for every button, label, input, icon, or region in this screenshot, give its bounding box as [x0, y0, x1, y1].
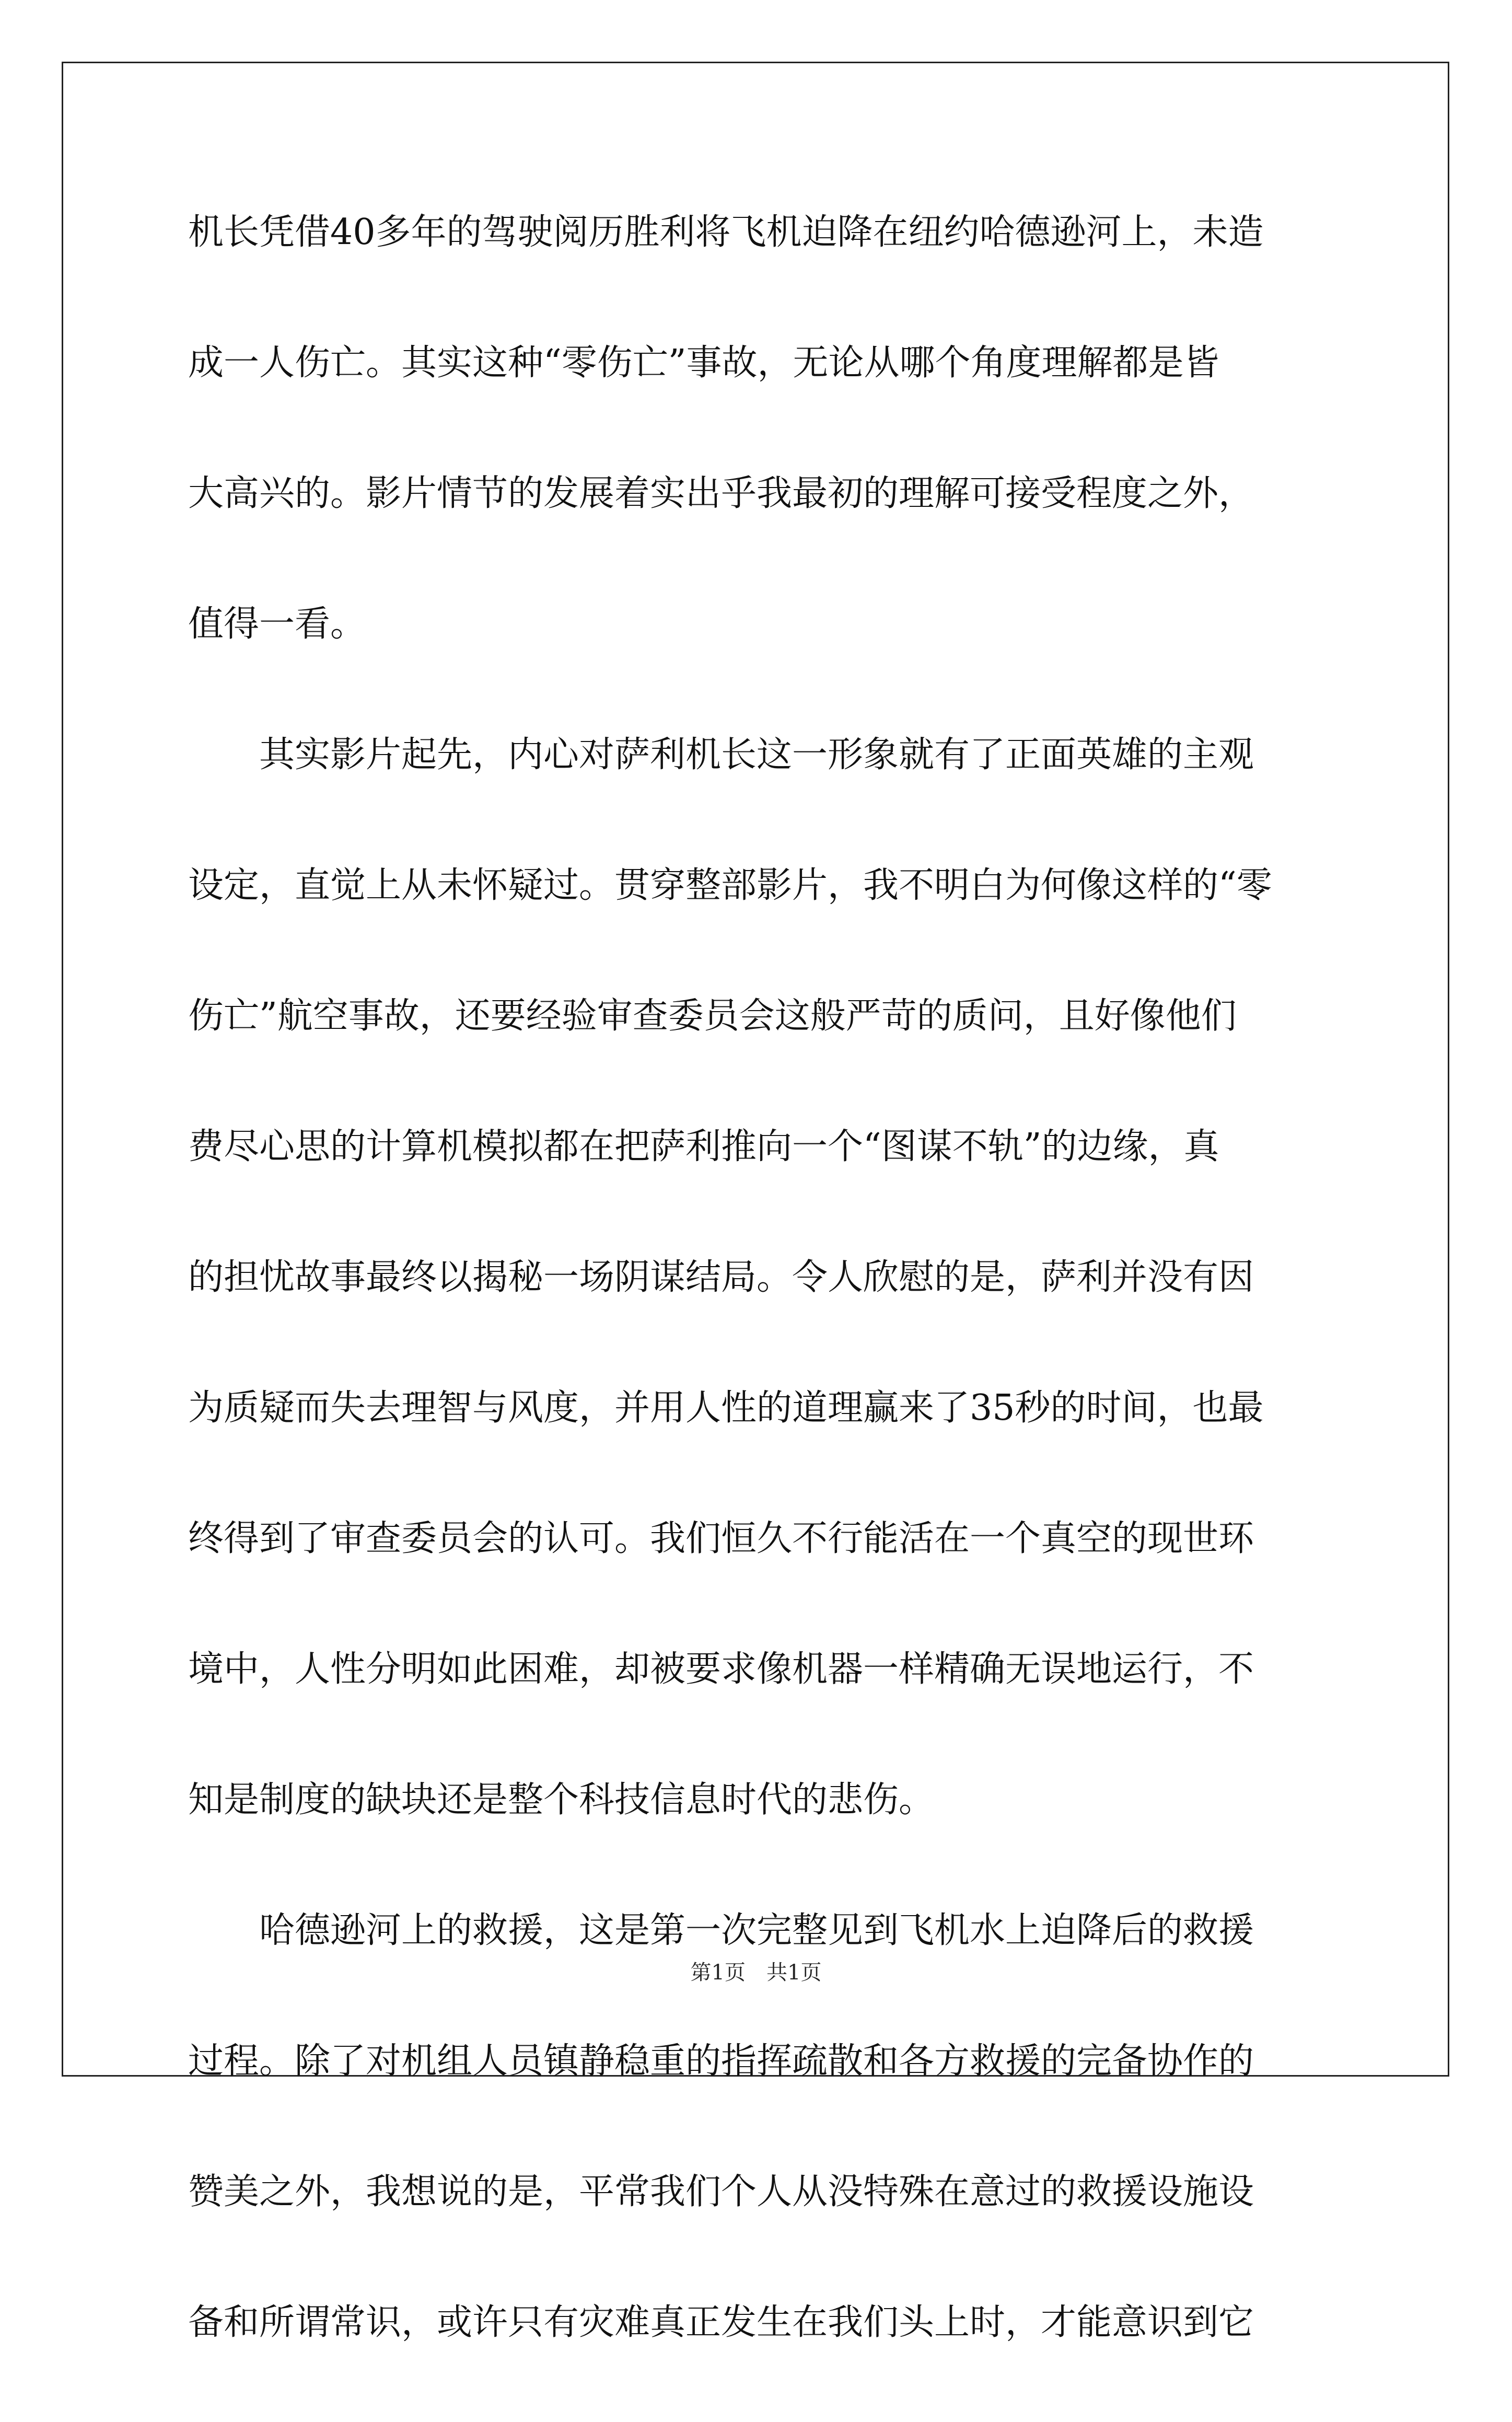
text-line-12: 境中，人性分明如此困难，却被要求像机器一样精确无误地运行，不 [188, 1649, 1254, 1690]
text-line-7: 伤亡”航空事故，还要经验审查委员会这般严苛的质问，且好像他们 [188, 995, 1237, 1037]
text-line-14: 哈德逊河上的救援，这是第一次完整见到飞机水上迫降后的救援 [188, 1910, 1254, 1951]
text-line-6: 设定，直觉上从未怀疑过。贯穿整部影片，我不明白为何像这样的“零 [188, 865, 1272, 906]
text-line-13: 知是制度的缺块还是整个科技信息时代的悲伤。 [188, 1779, 935, 1821]
text-line-11: 终得到了审查委员会的认可。我们恒久不行能活在一个真空的现世环 [188, 1518, 1254, 1559]
text-line-15: 过程。除了对机组人员镇静稳重的指挥疏散和各方救援的完备协作的 [188, 2041, 1254, 2082]
text-line-4: 值得一看。 [188, 604, 366, 645]
document-body [188, 201, 1337, 2422]
page-number-footer: 第1页 共1页 [690, 1961, 822, 1985]
text-line-8: 费尽心思的计算机模拟都在把萨利推向一个“图谋不轨”的边缘，真 [188, 1126, 1219, 1167]
text-line-3: 大高兴的。影片情节的发展着实出乎我最初的理解可接受程度之外， [188, 473, 1254, 514]
text-line-1: 机长凭借40多年的驾驶阅历胜利将飞机迫降在纽约哈德逊河上，未造 [188, 212, 1264, 253]
text-line-17: 备和所谓常识，或许只有灾难真正发生在我们头上时，才能意识到它 [188, 2302, 1254, 2343]
text-line-9: 的担忧故事最终以揭秘一场阴谋结局。令人欣慰的是，萨利并没有因 [188, 1257, 1254, 1298]
text-line-16: 赞美之外，我想说的是，平常我们个人从没特殊在意过的救援设施设 [188, 2171, 1254, 2212]
text-line-2: 成一人伤亡。其实这种“零伤亡”事故，无论从哪个角度理解都是皆 [188, 342, 1219, 384]
text-line-5: 其实影片起先，内心对萨利机长这一形象就有了正面英雄的主观 [188, 734, 1254, 775]
text-line-10: 为质疑而失去理智与风度，并用人性的道理赢来了35秒的时间，也最 [188, 1387, 1264, 1429]
